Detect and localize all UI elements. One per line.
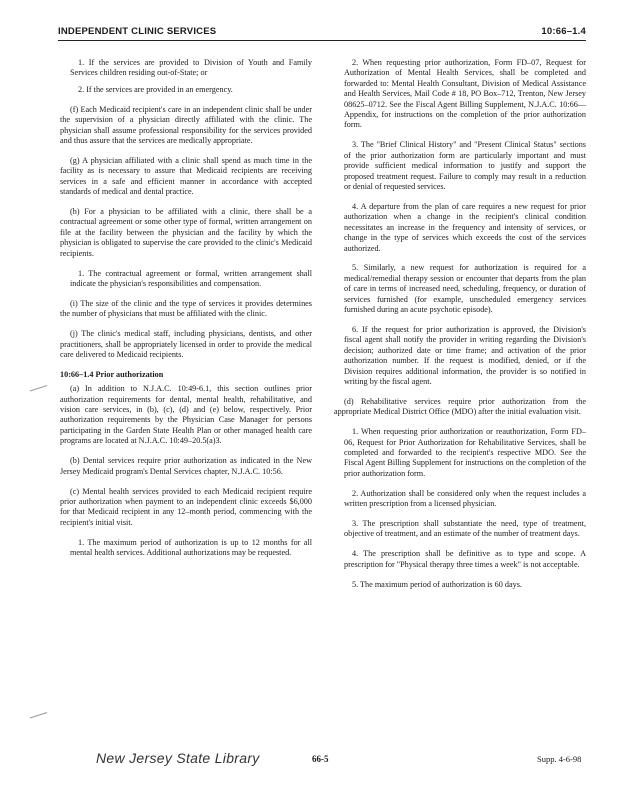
supplement-date: Supp. 4-6-98 xyxy=(537,754,582,764)
paragraph: 3. The "Brief Clinical History" and "Present Clinical Status" sections of the prior authorization form are particularly important and must provide sufficient medical information to justify and support the proposed treatment request. Failure to comply may result in a reduction or denial of requested services. xyxy=(344,140,586,191)
right-column xyxy=(334,58,586,600)
paragraph: 4. The prescription shall be definitive as to type and scope. A prescription for "Physical therapy three times a week" is not acceptable. xyxy=(344,549,586,569)
paragraph: (j) The clinic's medical staff, including physicians, dentists, and other practitioners, shall be appropriately licensed in order to provide the medical care delivered to Medicaid recipients. xyxy=(60,329,312,359)
paragraph: (i) The size of the clinic and the type of services it provides determines the number of physicians that must be affiliated with the clinic. xyxy=(60,298,312,319)
paragraph: 1. The maximum period of authorization is up to 12 months for all mental health services. Additional authorizations may be requested. xyxy=(70,537,312,558)
paragraph: (d) Rehabilitative services require prior authorization from the appropriate Medical District Office (MDO) after the initial evaluation visit. xyxy=(334,396,586,417)
header-title: INDEPENDENT CLINIC SERVICES xyxy=(58,26,217,37)
left-column xyxy=(60,58,312,568)
paragraph: (c) Mental health services provided to each Medicaid recipient require prior authorization when payment to an independent clinic exceeds $6,000 for that Medicaid recipient in any 12–month period, commencing with the recipient's initial visit. xyxy=(60,486,312,527)
paragraph: 1. If the services are provided to Division of Youth and Family Services children residing out-of-State; or xyxy=(70,58,312,78)
paragraph: 2. When requesting prior authorization, Form FD–07, Request for Authorization of Mental Health Services, shall be completed and forwarded to: Mental Health Consultant, Division of Medical Assistance and Health Services, Mail Code # 18, PO Box–712, Trenton, New Jersey 08625–0712. See the Fiscal Agent Billing Supplement, N.J.A.C. 10:66—Appendix, for instructions on the completion of the prior authorization form. xyxy=(344,58,586,130)
paragraph: 5. The maximum period of authorization is 60 days. xyxy=(352,579,522,589)
paragraph: 2. Authorization shall be considered only when the request includes a written prescription from a licensed physician. xyxy=(344,488,586,509)
paragraph: 2. If the services are provided in an emergency. xyxy=(78,84,233,94)
paragraph: 3. The prescription shall substantiate the need, type of treatment, objective of treatment, and an estimate of the number of treatment days. xyxy=(344,519,586,539)
header-section-number: 10:66–1.4 xyxy=(541,26,586,37)
paragraph: (f) Each Medicaid recipient's care in an independent clinic shall be under the supervision of a physician directly affiliated with the clinic. The physician shall assume professional responsibility for the services provided and thus assure that the services are medically appropriate. xyxy=(60,104,312,145)
section-heading: 10:66–1.4 Prior authorization xyxy=(60,369,164,379)
paragraph: (g) A physician affiliated with a clinic shall spend as much time in the facility as is necessary to assure that Medicaid recipients are receiving services in a safe and efficient manner in accordance with accepted standards of medical and dental practice. xyxy=(60,155,312,197)
library-stamp: New Jersey State Library xyxy=(96,750,260,766)
margin-mark xyxy=(27,702,48,718)
page-footer xyxy=(0,748,618,778)
paragraph: 1. When requesting prior authorization or reauthorization, Form FD–06, Request for Prior Authorization for Rehabilitative Services, shall be completed and forwarded to the recipient's respective MDO. See the Fiscal Agent Billing Supplement for instructions on the completion of the prior authorization form. xyxy=(344,427,586,478)
paragraph: (b) Dental services require prior authorization as indicated in the New Jersey Medicaid program's Dental Services chapter, N.J.A.C. 10:56. xyxy=(60,456,312,476)
paragraph: (h) For a physician to be affiliated with a clinic, there shall be a contractual agreement or some other type of formal, written arrangement on file at the facility between the physician and the facility by which the physician is obligated to supervise the care provided to the clinic's Medicaid recipients. xyxy=(60,206,312,258)
paragraph: 5. Similarly, a new request for authorization is required for a medical/remedial therapy session or encounter that departs from the plan of care in terms of increased need, scheduling, frequency, or duration of services furnished (for example, unscheduled emergency services furnished during an acute psychotic episode). xyxy=(344,263,586,315)
paragraph: 6. If the request for prior authorization is approved, the Division's fiscal agent shall notify the provider in writing regarding the Division's decision; authorized date or time frame; and activation of the prior authorization number. If the request is modified, denied, or if the Division requires additional information, the provider is so notified in writing by the fiscal agent. xyxy=(344,324,586,386)
paragraph: 4. A departure from the plan of care requires a new request for prior authorization when a change in the recipient's clinical condition necessitates an increase in the frequency and intensity of services, or change in the type of services which exceeds the cost of the services authorized. xyxy=(344,201,586,253)
page-number: 66-5 xyxy=(312,754,329,764)
paragraph: (a) In addition to N.J.A.C. 10:49-6.1, this section outlines prior authorization requirements for dental, mental health, rehabilitative, and vision care services, in (b), (c), (d) and (e) below, respectively. Prior authorization requirements by the Physician Case Manager for persons participating in the Garden State Health Plan or other managed health care programs are located at N.J.A.C. 10:49–20.5(a)3. xyxy=(60,384,312,446)
paragraph: 1. The contractual agreement or formal, written arrangement shall indicate the physician's responsibilities and compensation. xyxy=(70,268,312,288)
running-header xyxy=(58,24,586,41)
margin-mark xyxy=(27,375,48,391)
